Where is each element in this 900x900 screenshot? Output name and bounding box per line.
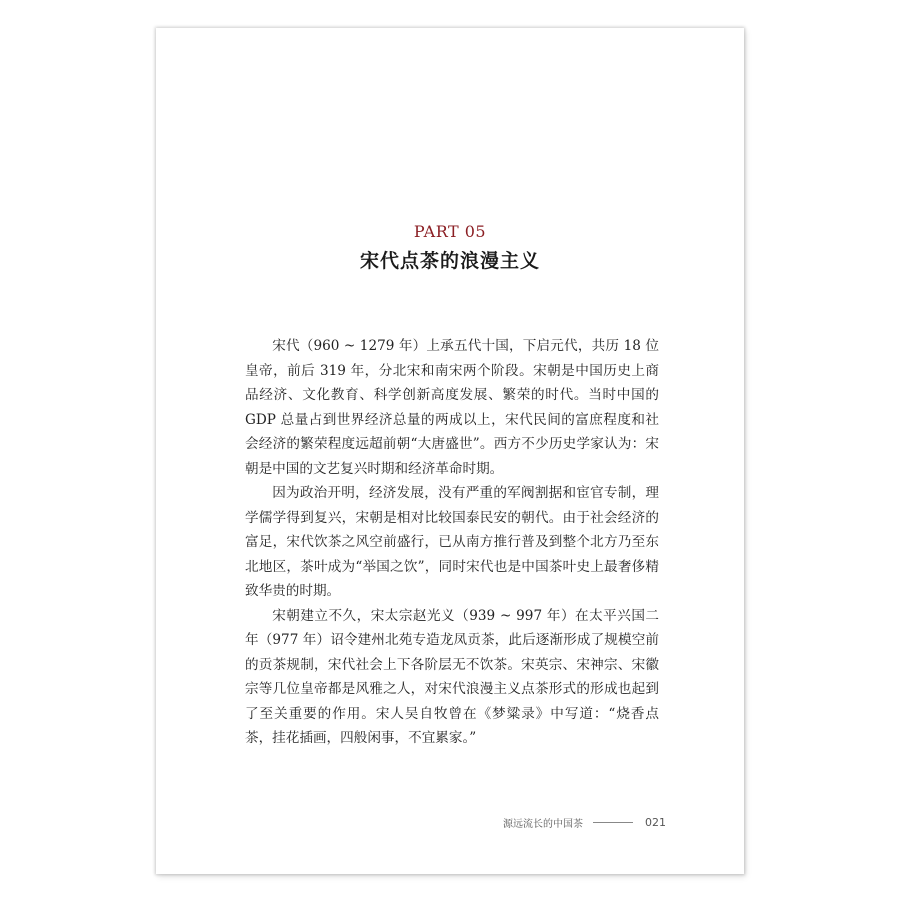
footer-book-title: 源远流长的中国茶 [503, 818, 583, 830]
page-footer [456, 814, 666, 830]
paragraph: 宋代（960 ~ 1279 年）上承五代十国，下启元代，共历 18 位皇帝，前后 319 年，分北宋和南宋两个阶段。宋朝是中国历史上商品经济、文化教育、科学创新高度发展、繁荣的时代。当时中国的 GDP 总量占到世界经济总量的两成以上，宋代民间的富庶程度和社会经济的繁荣程度远超前朝“大唐盛世”。西方不少历史学家认为：宋朝是中国的文艺复兴时期和经济革命时期。 [245, 338, 659, 477]
chapter-title: 宋代点茶的浪漫主义 [359, 250, 540, 272]
paragraph: 因为政治开明，经济发展，没有严重的军阀割据和宦官专制，理学儒学得到复兴，宋朝是相对比较国泰民安的朝代。由于社会经济的富足，宋代饮茶之风空前盛行，已从南方推行普及到整个北方乃至东北地区，茶叶成为“举国之饮”，同时宋代也是中国茶叶史上最奢侈精致华贵的时期。 [245, 485, 659, 599]
footer-divider [593, 822, 633, 823]
paragraph: 宋朝建立不久，宋太宗赵光义（939 ~ 997 年）在太平兴国二年（977 年）诏令建州北苑专造龙凤贡茶，此后逐渐形成了规模空前的贡茶规制，宋代社会上下各阶层无不饮茶。宋英宗、宋神宗、宋徽宗等几位皇帝都是风雅之人，对宋代浪漫主义点茶形式的形成也起到了至关重要的作用。宋人吴自牧曾在《梦粱录》中写道：“烧香点茶，挂花插画，四般闲事，不宜累家。” [245, 607, 659, 746]
book-page [156, 28, 744, 874]
part-label: PART 05 [413, 222, 487, 241]
body-text [245, 334, 659, 751]
page-number: 021 [645, 815, 666, 829]
